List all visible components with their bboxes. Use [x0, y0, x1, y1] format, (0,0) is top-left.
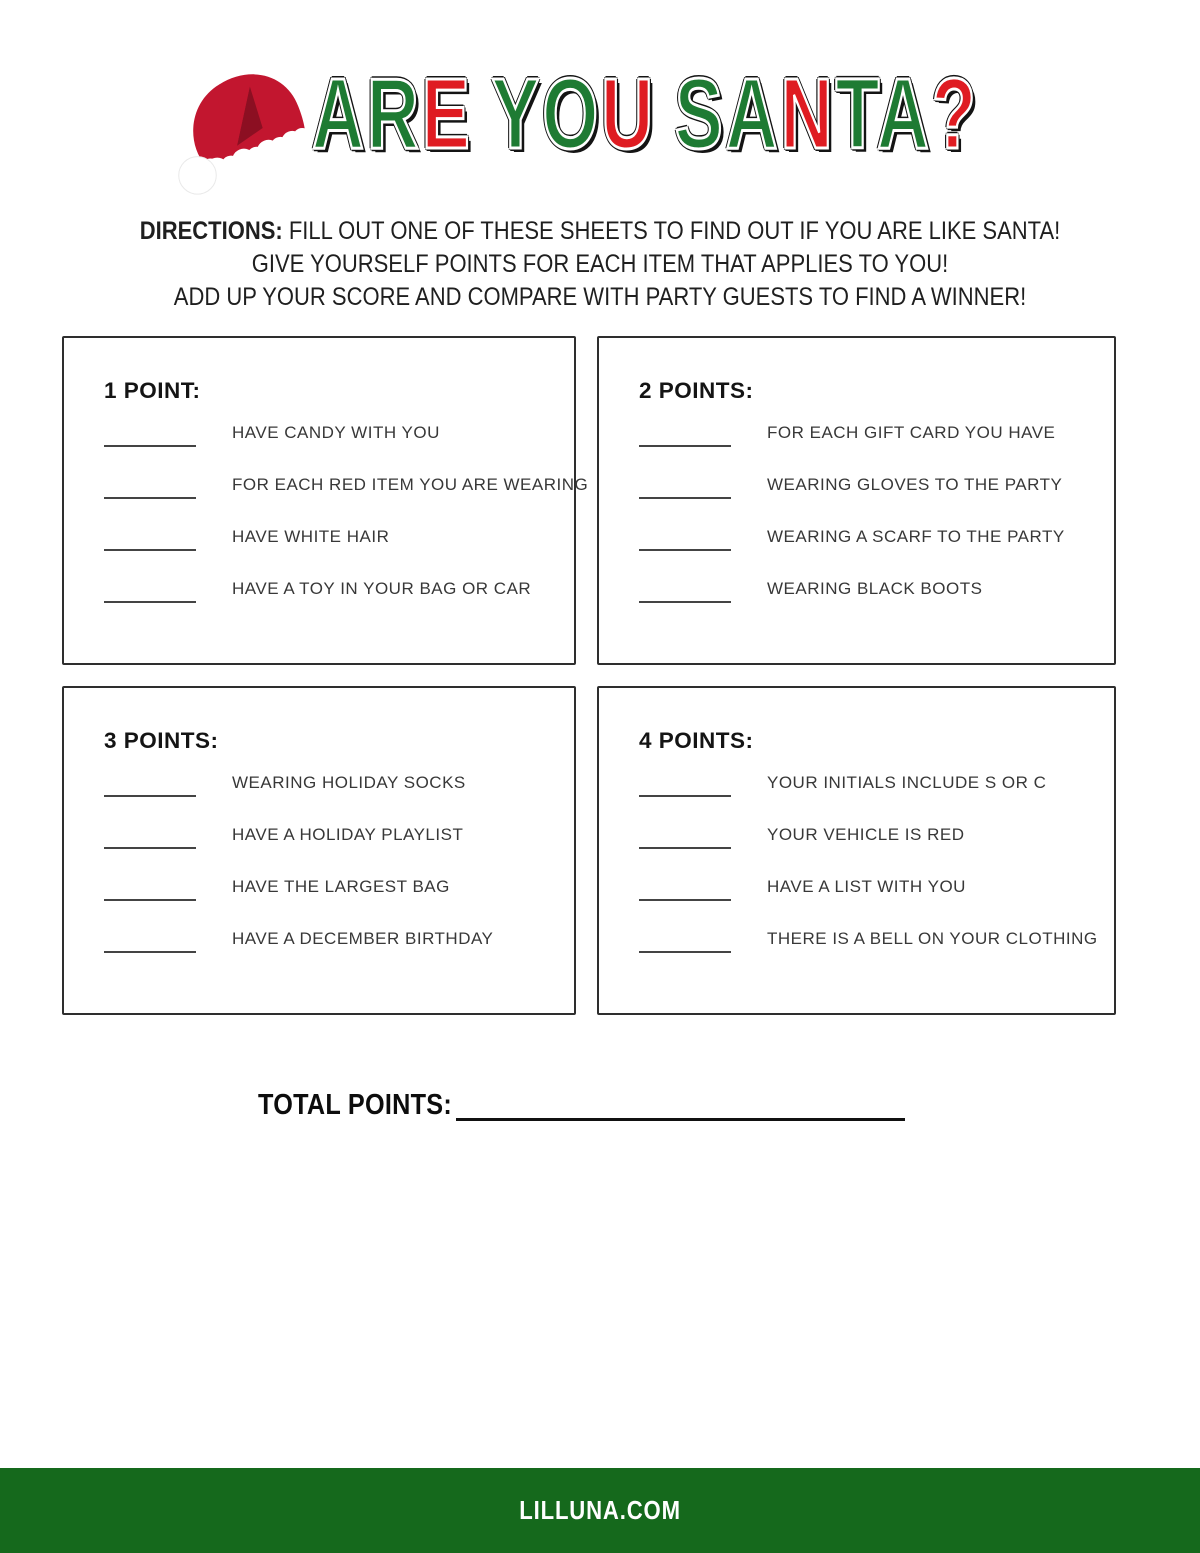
item-label: YOUR INITIALS INCLUDE S OR C	[767, 773, 1047, 792]
score-blank-line	[104, 951, 196, 953]
score-blank-line	[639, 899, 731, 901]
item-row	[639, 395, 1102, 447]
item-row	[639, 447, 1102, 499]
title-letter: A	[725, 58, 781, 170]
score-blank-line	[104, 601, 196, 603]
item-label: HAVE CANDY WITH YOU	[232, 423, 440, 442]
item-row	[104, 395, 562, 447]
directions-label: DIRECTIONS:	[139, 217, 283, 245]
score-blank-line	[639, 951, 731, 953]
title-word-are	[312, 58, 473, 170]
score-blank-line	[639, 601, 731, 603]
item-label: YOUR VEHICLE IS RED	[767, 825, 965, 844]
title-letter: R	[366, 58, 422, 170]
title-letter: ?	[931, 58, 979, 170]
item-row	[104, 901, 562, 953]
score-blank-line	[639, 847, 731, 849]
title-letter: A	[312, 58, 367, 170]
item-row	[639, 849, 1102, 901]
title-letter: N	[780, 58, 836, 170]
score-blank-line	[104, 899, 196, 901]
box-heading: 4 POINTS:	[639, 728, 754, 753]
score-blank-line	[639, 497, 731, 499]
directions-line-3: ADD UP YOUR SCORE AND COMPARE WITH PARTY GUESTS TO FIND A WINNER!	[173, 283, 1027, 311]
score-blank-line	[639, 549, 731, 551]
title-letter: Y	[491, 58, 543, 170]
footer-site-text: LILLUNA.COM	[519, 1495, 681, 1525]
title-letter: T	[835, 58, 877, 170]
item-label: HAVE A TOY IN YOUR BAG OR CAR	[232, 579, 532, 598]
item-row	[104, 499, 562, 551]
item-row	[104, 447, 589, 499]
item-row	[639, 797, 1102, 849]
box-heading: 2 POINTS:	[639, 378, 754, 403]
item-label: HAVE THE LARGEST BAG	[232, 877, 450, 896]
total-points-blank-line	[456, 1118, 905, 1121]
item-label: HAVE WHITE HAIR	[232, 527, 390, 546]
item-label: HAVE A HOLIDAY PLAYLIST	[232, 825, 464, 844]
item-row	[104, 849, 562, 901]
item-label: WEARING GLOVES TO THE PARTY	[767, 475, 1063, 494]
points-box-1	[62, 336, 589, 665]
item-row	[639, 901, 1102, 953]
title-letter: A	[876, 58, 932, 170]
title-letter: S	[674, 58, 726, 170]
title-letter: O	[542, 58, 602, 170]
item-label: FOR EACH GIFT CARD YOU HAVE	[767, 423, 1056, 442]
item-label: FOR EACH RED ITEM YOU ARE WEARING	[232, 475, 589, 494]
directions-line-2: GIVE YOURSELF POINTS FOR EACH ITEM THAT APPLIES TO YOU!	[251, 250, 949, 278]
item-label: HAVE A DECEMBER BIRTHDAY	[232, 929, 494, 948]
score-blank-line	[104, 795, 196, 797]
title-letter: E	[421, 58, 473, 170]
box-items	[639, 395, 1102, 603]
directions-text-1: FILL OUT ONE OF THESE SHEETS TO FIND OUT IF YOU ARE LIKE SANTA!	[288, 217, 1061, 245]
box-heading: 1 POINT:	[104, 378, 201, 403]
score-blank-line	[104, 549, 196, 551]
directions	[72, 215, 1128, 314]
box-items	[104, 395, 589, 603]
item-row	[639, 745, 1102, 797]
title-word-you	[491, 58, 656, 170]
santa-hat-icon	[158, 48, 316, 198]
score-blank-line	[639, 445, 731, 447]
directions-line-1	[72, 215, 1128, 248]
points-box-3	[62, 686, 576, 1015]
item-row	[639, 499, 1102, 551]
item-label: HAVE A LIST WITH YOU	[767, 877, 966, 896]
item-row	[639, 551, 1102, 603]
points-box-4	[597, 686, 1116, 1015]
score-blank-line	[639, 795, 731, 797]
item-label: WEARING HOLIDAY SOCKS	[232, 773, 466, 792]
score-blank-line	[104, 497, 196, 499]
item-row	[104, 797, 562, 849]
box-items	[639, 745, 1102, 953]
points-box-2	[597, 336, 1116, 665]
box-heading: 3 POINTS:	[104, 728, 219, 753]
item-row	[104, 745, 562, 797]
box-items	[104, 745, 562, 953]
score-blank-line	[104, 445, 196, 447]
item-label: THERE IS A BELL ON YOUR CLOTHING	[767, 929, 1098, 948]
item-label: WEARING BLACK BOOTS	[767, 579, 983, 598]
page-title	[312, 58, 979, 170]
title-letter: U	[601, 58, 657, 170]
item-label: WEARING A SCARF TO THE PARTY	[767, 527, 1065, 546]
title-word-santa	[675, 58, 979, 170]
item-row	[104, 551, 562, 603]
footer-bar	[0, 1468, 1200, 1553]
total-points-label: TOTAL POINTS:	[258, 1089, 453, 1121]
score-blank-line	[104, 847, 196, 849]
